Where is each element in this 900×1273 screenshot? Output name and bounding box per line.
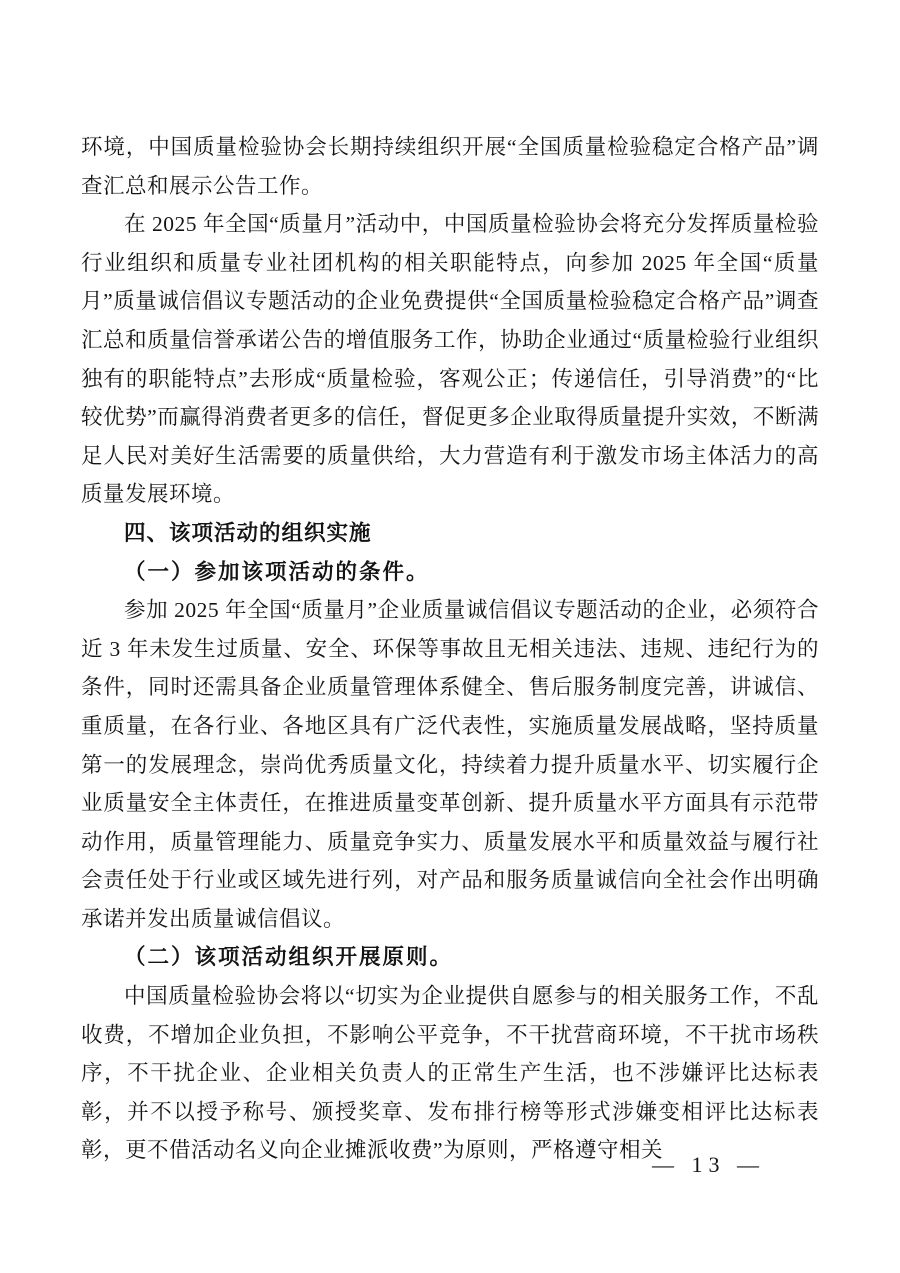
paragraph: 在 2025 年全国“质量月”活动中，中国质量检验协会将充分发挥质量检验行业组织和质量专业社团机构的相关职能特点，向参加 2025 年全国“质量月”质量诚信倡议专题活动的企业免费提供“全国质量检验稳定合格产品”调查汇总和质量信誉承诺公告的增值服务工作，协助企业通过“质量检验行业组织独有的职能特点”去形成“质量检验，客观公正；传递信任，引导消费”的“比较优势”而赢得消费者更多的信任，督促更多企业取得质量提升实效，不断满足人民对美好生活需要的质量供给，大力营造有利于激发市场主体活力的高质量发展环境。 <box>81 212 819 507</box>
section-heading: 四、该项活动的组织实施 <box>124 520 372 545</box>
document-body <box>81 128 819 1170</box>
paragraph: 环境，中国质量检验协会长期持续组织开展“全国质量检验稳定合格产品”调查汇总和展示公告工作。 <box>81 135 819 198</box>
sub-heading: （一）参加该项活动的条件。 <box>124 559 430 584</box>
page-number: — 13 — <box>652 1152 765 1177</box>
paragraph: 中国质量检验协会将以“切实为企业提供自愿参与的相关服务工作，不乱收费，不增加企业负担，不影响公平竞争，不干扰营商环境，不干扰市场秩序，不干扰企业、企业相关负责人的正常生产生活，也不涉嫌评比达标表彰，并不以授予称号、颁授奖章、发布排行榜等形式涉嫌变相评比达标表彰，更不借活动名义向企业摊派收费”为原则，严格遵守相关 <box>81 984 819 1163</box>
paragraph: 参加 2025 年全国“质量月”企业质量诚信倡议专题活动的企业，必须符合近 3 年未发生过质量、安全、环保等事故且无相关违法、违规、违纪行为的条件，同时还需具备企业质量管理体系健全、售后服务制度完善，讲诚信、重质量，在各行业、各地区具有广泛代表性，实施质量发展战略，坚持质量第一的发展理念，崇尚优秀质量文化，持续着力提升质量水平、切实履行企业质量安全主体责任，在推进质量变革创新、提升质量水平方面具有示范带动作用，质量管理能力、质量竞争实力、质量发展水平和质量效益与履行社会责任处于行业或区域先进行列，对产品和服务质量诚信向全社会作出明确承诺并发出质量诚信倡议。 <box>81 598 819 931</box>
sub-heading: （二）该项活动组织开展原则。 <box>124 945 454 970</box>
